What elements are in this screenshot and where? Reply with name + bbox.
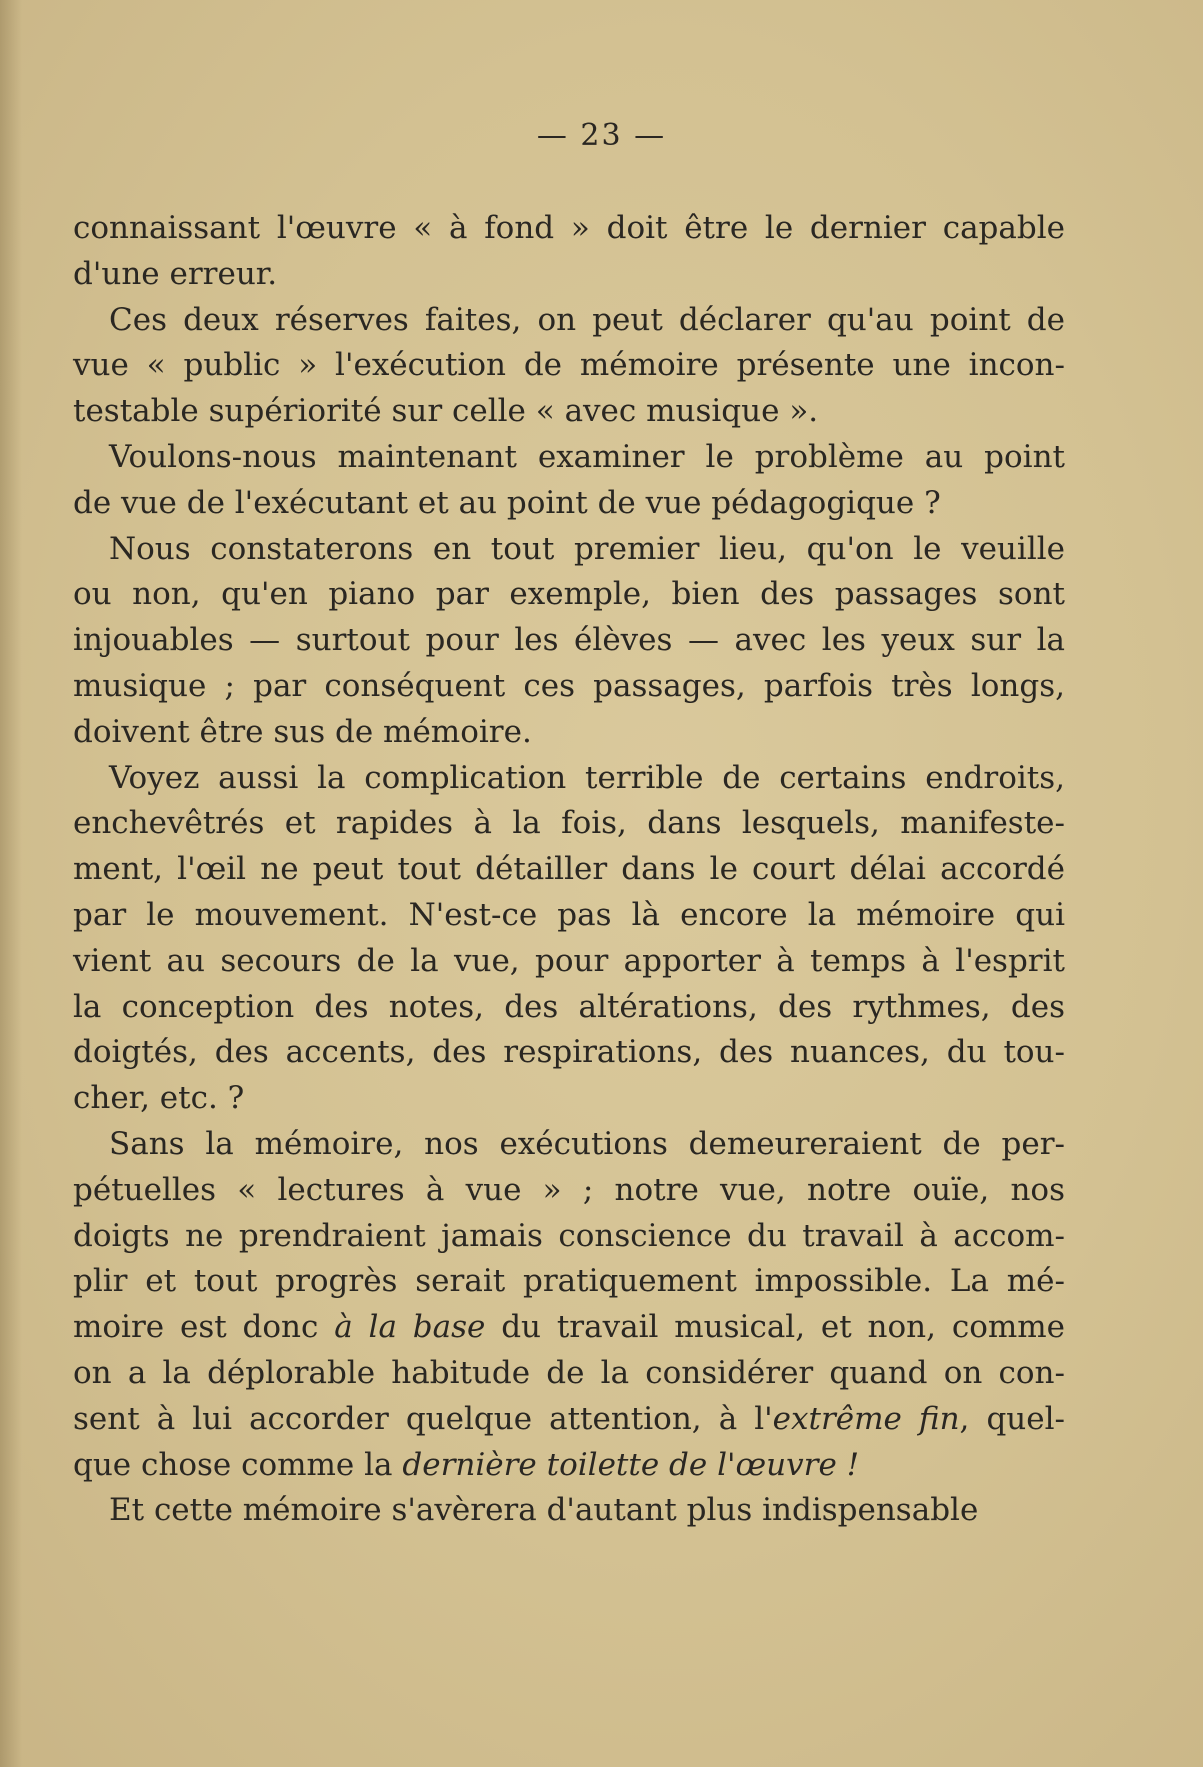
- text-line: [73, 801, 1065, 847]
- text-line: [73, 710, 1065, 756]
- text-line: [73, 1305, 1065, 1351]
- text-line: [73, 389, 1065, 435]
- text-fragment: ment, l'œil ne peut tout détailler dans le court délai accordé: [73, 851, 1065, 888]
- text-fragment: , quel-: [959, 1400, 1065, 1437]
- text-fragment: doigts ne prendraient jamais conscience du travail à accom-: [73, 1217, 1065, 1254]
- text-line: [73, 252, 1065, 298]
- text-fragment: enchevêtrés et rapides à la fois, dans lesquels, manifeste-: [73, 805, 1065, 842]
- text-fragment: ou non, qu'en piano par exemple, bien des passages sont: [73, 576, 1065, 613]
- text-fragment: pétuelles « lectures à vue » ; notre vue, notre ouïe, nos: [73, 1171, 1065, 1208]
- text-fragment: moire est donc: [73, 1309, 335, 1346]
- text-line: [73, 435, 1065, 481]
- text-fragment: testable supériorité sur celle « avec musique ».: [73, 393, 819, 430]
- text-fragment: Nous constaterons en tout premier lieu, qu'on le veuille: [109, 530, 1065, 567]
- text-line: [73, 481, 1065, 527]
- text-fragment: sent à lui accorder quelque attention, à l': [73, 1400, 773, 1437]
- text-line: [73, 985, 1065, 1031]
- text-fragment: d'une erreur.: [73, 255, 278, 292]
- text-line: [73, 1168, 1065, 1214]
- text-line: [73, 618, 1065, 664]
- text-fragment: Voyez aussi la complication terrible de certains endroits,: [109, 759, 1065, 796]
- page-number: — 23 —: [536, 118, 667, 153]
- text-line: [73, 1259, 1065, 1305]
- text-fragment: musique ; par conséquent ces passages, parfois très longs,: [73, 667, 1065, 704]
- text-fragment: Sans la mémoire, nos exécutions demeureraient de per-: [109, 1125, 1065, 1162]
- italic-text: à la base: [334, 1309, 486, 1346]
- italic-text: dernière toilette de l'œuvre !: [402, 1446, 860, 1483]
- text-fragment: vue « public » l'exécution de mémoire présente une incon-: [73, 347, 1065, 384]
- text-fragment: cher, etc. ?: [73, 1080, 245, 1117]
- text-fragment: doivent être sus de mémoire.: [73, 713, 532, 750]
- text-fragment: de vue de l'exécutant et au point de vue pédagogique ?: [73, 484, 941, 521]
- text-fragment: vient au secours de la vue, pour apporter à temps à l'esprit: [73, 942, 1065, 979]
- text-line: [73, 206, 1065, 252]
- text-fragment: Voulons-nous maintenant examiner le problème au point: [109, 438, 1065, 475]
- text-line: [73, 527, 1065, 573]
- text-line: [73, 572, 1065, 618]
- text-line: [73, 847, 1065, 893]
- body-text: [73, 206, 1065, 1534]
- text-fragment: plir et tout progrès serait pratiquement impossible. La mé-: [73, 1263, 1065, 1300]
- text-fragment: connaissant l'œuvre « à fond » doit être le dernier capable: [73, 210, 1065, 246]
- text-line: [73, 298, 1065, 344]
- text-line: [73, 756, 1065, 802]
- text-line: [73, 1030, 1065, 1076]
- text-line: [73, 1214, 1065, 1260]
- text-line: [73, 1351, 1065, 1397]
- text-fragment: Et cette mémoire s'avèrera d'autant plus indispensable: [109, 1492, 979, 1529]
- text-line: [73, 1488, 1065, 1534]
- text-line: [73, 664, 1065, 710]
- text-fragment: on a la déplorable habitude de la considérer quand on con-: [73, 1354, 1065, 1391]
- text-fragment: doigtés, des accents, des respirations, des nuances, du tou-: [73, 1034, 1065, 1071]
- text-fragment: Ces deux réserves faites, on peut déclarer qu'au point de: [109, 301, 1065, 338]
- text-line: [73, 1397, 1065, 1443]
- text-line: [73, 939, 1065, 985]
- text-fragment: que chose comme la: [73, 1446, 403, 1483]
- text-line: [73, 1122, 1065, 1168]
- text-fragment: par le mouvement. N'est-ce pas là encore la mémoire qui: [73, 896, 1065, 933]
- text-line: [73, 893, 1065, 939]
- italic-text: extrême fin: [772, 1400, 960, 1437]
- text-line: [73, 1076, 1065, 1122]
- page-edge-shadow: [0, 0, 22, 1767]
- text-fragment: injouables — surtout pour les élèves — avec les yeux sur la: [73, 622, 1065, 659]
- text-fragment: du travail musical, et non, comme: [485, 1309, 1066, 1346]
- text-fragment: la conception des notes, des altérations, des rythmes, des: [73, 988, 1065, 1025]
- text-line: [73, 1443, 1065, 1489]
- text-line: [73, 343, 1065, 389]
